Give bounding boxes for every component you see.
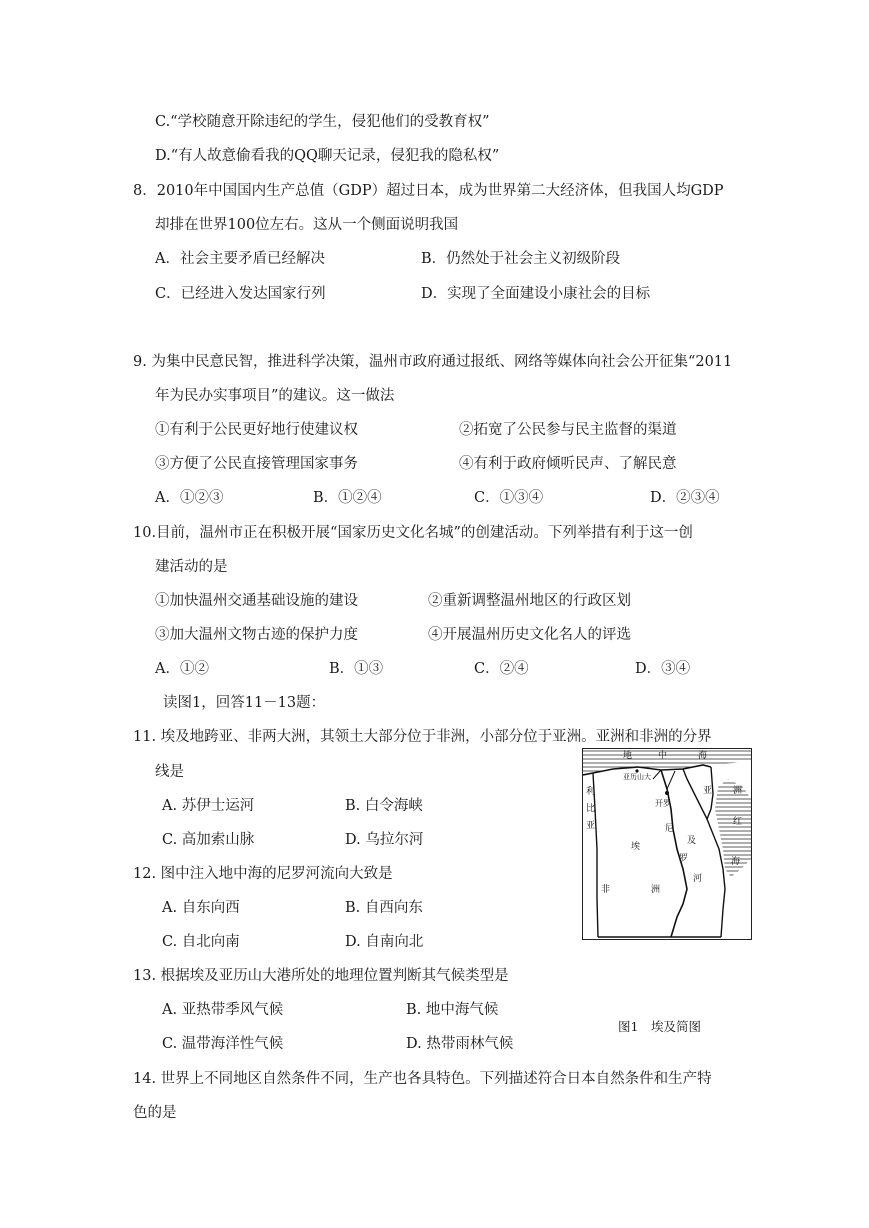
q8-option-c: C．已经进入发达国家行列 xyxy=(155,286,326,302)
q8-option-a: A．社会主要矛盾已经解决 xyxy=(155,251,325,267)
egypt-map xyxy=(582,748,752,940)
q13-option-c: C. 温带海洋性气候 xyxy=(162,1036,284,1052)
q9-stem-line1: 9. 为集中民意民智，推进科学决策，温州市政府通过报纸、网络等媒体向社会公开征集“2011 xyxy=(133,354,733,370)
q9-option-b: B．①②④ xyxy=(313,490,382,506)
figure-caption: 图1 埃及简图 xyxy=(618,1019,701,1034)
q13-option-d: D. 热带雨林气候 xyxy=(406,1036,514,1052)
label-sea-2: 中 xyxy=(658,751,668,761)
western-border xyxy=(593,773,598,937)
label-sea-1: 地 xyxy=(623,751,633,761)
label-cairo: 开罗 xyxy=(655,799,671,808)
q12-option-b: B. 自西向东 xyxy=(345,900,423,916)
q7-option-d: D.“有人故意偷看我的QQ聊天记录，侵犯我的隐私权” xyxy=(155,148,500,164)
label-libya-2: 比 xyxy=(586,804,596,814)
q10-option-c: C．②④ xyxy=(474,661,529,677)
q11-option-c: C. 高加索山脉 xyxy=(162,832,255,848)
q14-stem-line2: 色的是 xyxy=(133,1105,177,1121)
q9-option-d: D．②③④ xyxy=(650,490,720,506)
label-nile-1: 尼 xyxy=(665,824,675,834)
q12-option-d: D. 自南向北 xyxy=(345,934,424,950)
label-nile-2: 罗 xyxy=(679,854,689,864)
q12-option-c: C. 自北向南 xyxy=(162,934,240,950)
q10-statement-4: ④开展温州历史文化名人的评选 xyxy=(428,627,631,643)
label-nile-3: 河 xyxy=(693,874,703,884)
label-alexandria: 亚历山大 xyxy=(623,773,651,781)
q14-stem-line1: 14. 世界上不同地区自然条件不同，生产也各具特色。下列描述符合日本自然条件和生产特 xyxy=(133,1071,712,1087)
cairo-dot xyxy=(665,791,669,795)
q10-statement-2: ②重新调整温州地区的行政区划 xyxy=(428,593,631,609)
q10-option-b: B．①③ xyxy=(329,661,384,677)
q11-option-d: D. 乌拉尔河 xyxy=(345,832,424,848)
q8-stem-line1: 8．2010年中国国内生产总值（GDP）超过日本，成为世界第二大经济体，但我国人均GDP xyxy=(133,183,724,199)
label-libya-3: 亚 xyxy=(586,821,596,831)
q9-option-a: A．①②③ xyxy=(155,490,224,506)
q11-stem-line2: 线是 xyxy=(155,764,184,780)
q13-option-a: A. 亚热带季风气候 xyxy=(162,1002,284,1018)
q7-option-c: C.“学校随意开除违纪的学生，侵犯他们的受教育权” xyxy=(155,114,490,130)
label-sea-3: 海 xyxy=(698,751,708,761)
q9-option-c: C．①③④ xyxy=(474,490,544,506)
q11-option-a: A. 苏伊士运河 xyxy=(162,798,255,814)
label-red-sea-1: 红 xyxy=(733,817,743,827)
q10-stem-line1: 10.目前，温州市正在积极开展“国家历史文化名城”的创建活动。下列举措有利于这一创 xyxy=(133,525,693,541)
label-libya-1: 利 xyxy=(586,787,596,797)
q8-option-b: B．仍然处于社会主义初级阶段 xyxy=(421,251,621,267)
q13-stem: 13. 根据埃及亚历山大港所处的地理位置判断其气候类型是 xyxy=(133,968,509,984)
q9-statement-2: ②拓宽了公民参与民主监督的渠道 xyxy=(459,422,677,438)
q11-option-b: B. 白令海峡 xyxy=(345,798,423,814)
q12-stem: 12. 图中注入地中海的尼罗河流向大致是 xyxy=(133,866,393,882)
q13-option-b: B. 地中海气候 xyxy=(406,1002,499,1018)
label-asia-1: 亚 xyxy=(703,786,713,796)
label-red-sea-2: 海 xyxy=(731,857,741,867)
q9-statement-3: ③方便了公民直接管理国家事务 xyxy=(155,456,358,472)
q9-statement-4: ④有利于政府倾听民声、了解民意 xyxy=(459,456,677,472)
label-africa-1: 非 xyxy=(601,885,611,895)
q10-stem-line2: 建活动的是 xyxy=(155,559,228,575)
label-egypt-2: 及 xyxy=(687,836,697,846)
q11-stem-line1: 11. 埃及地跨亚、非两大洲，其领土大部分位于非洲，小部分位于亚洲。亚洲和非洲的分界 xyxy=(133,729,712,745)
label-africa-2: 洲 xyxy=(651,885,661,895)
q8-option-d: D．实现了全面建设小康社会的目标 xyxy=(421,286,651,302)
q12-option-a: A. 自东向西 xyxy=(162,900,240,916)
q9-statement-1: ①有利于公民更好地行使建议权 xyxy=(155,422,358,438)
q10-option-a: A．①② xyxy=(155,661,209,677)
q10-statement-1: ①加快温州交通基础设施的建设 xyxy=(155,593,358,609)
label-asia-2: 洲 xyxy=(733,786,743,796)
q10-statement-3: ③加大温州文物古迹的保护力度 xyxy=(155,627,358,643)
label-egypt-1: 埃 xyxy=(631,842,641,852)
egypt-map-drawing xyxy=(583,749,751,939)
q8-stem-line2: 却排在世界100位左右。这从一个侧面说明我国 xyxy=(155,217,459,233)
q10-option-d: D．③④ xyxy=(635,661,691,677)
q9-stem-line2: 年为民办实事项目”的建议。这一做法 xyxy=(155,388,395,404)
figure-intro: 读图1，回答11－13题： xyxy=(163,695,326,711)
